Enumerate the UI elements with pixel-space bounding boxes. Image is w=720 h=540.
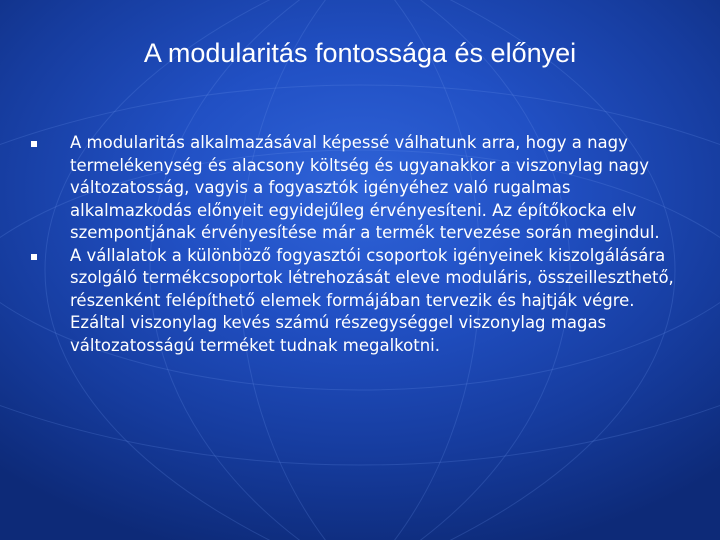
bullet-text: A vállalatok a különböző fogyasztói csoportok igényeinek kiszolgálására szolgáló termékcsoportok létrehozását eleve moduláris, összeilleszthető, részenként felépíthető elemek formájában tervezik és hajtják végre. Ezáltal viszonylag kevés számú részegységgel viszonylag magas változatosságú terméket tudnak megalkotni. xyxy=(70,245,674,355)
square-bullet-icon xyxy=(31,141,37,147)
bullet-text: A modularitás alkalmazásával képessé válhatunk arra, hogy a nagy termelékenység és alacsony költség és ugyanakkor a viszonylag nagy változatosság, vagyis a fogyasztók igényéhez való rugalmas alkalmazkodás előnyeit egyidejűleg érvényesíteni. Az építőkocka elv szempontjának érvényesítése már a termék tervezése során megindul. xyxy=(70,133,660,242)
bullet-item-company-product-groups xyxy=(30,245,690,358)
bullet-list xyxy=(30,132,690,357)
bullet-item-modularity-benefits xyxy=(30,132,690,245)
square-bullet-icon xyxy=(31,254,37,260)
slide-title: A modularitás fontossága és előnyei xyxy=(143,38,577,68)
